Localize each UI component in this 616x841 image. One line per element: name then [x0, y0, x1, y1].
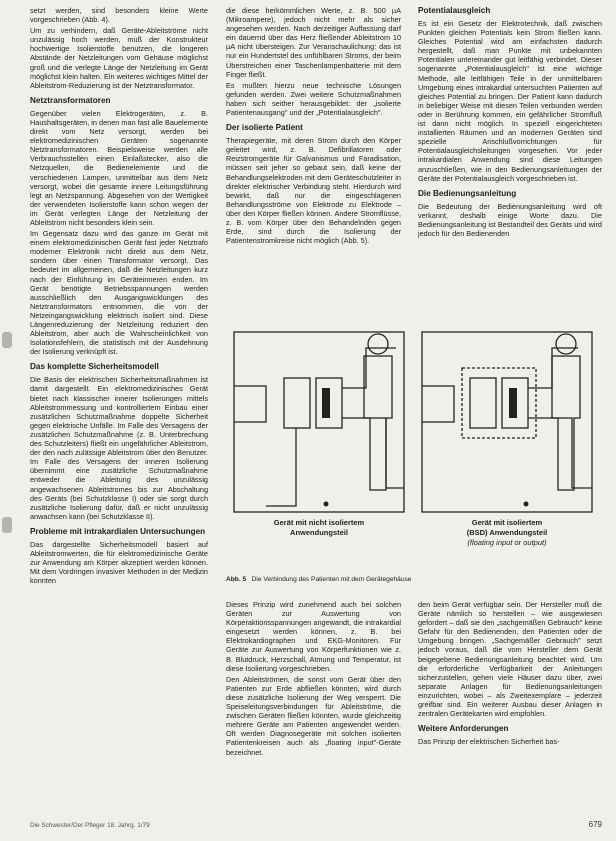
- transformer-left-primary: [284, 378, 310, 428]
- text-column-right-lower: [418, 600, 602, 748]
- page-number: 679: [588, 820, 602, 829]
- figure-label-left: Anwendungsteil: [290, 528, 348, 537]
- device-right-mains: [422, 386, 454, 422]
- caption-number: Abb. 5: [226, 576, 247, 583]
- paragraph: Um zu verhindern, daß Geräte-Ableitströme nicht unzulässig hoch werden, muß der Konstrukteur hochwertige Isolierstoffe benutzen, die longeren Abstände der Netzleitungen vom Gehäuse möglichst groß und die verlegte Länge der Netzleitung im Gerät möglichst klein halten. Ein weiteres wichtiges Mittel der Ableitstrom-Reduzierung ist der Netztransformator.: [30, 26, 208, 90]
- paragraph: Dieses Prinzip wird zunehmend auch bei solchen Geräten zur Auswertung von Körperaktionsspannungen angewandt, die intrakardial eingesetzt werden können, z. B. bei Elektrokardiographen und EKG-Monitoren. Für Geräte zur Auswertung von Körperfunktionen wie z. B. Blutdruck, Herzschall, Atmung und Temperatur, ist diese Isolierung vorgeschrieben.: [226, 600, 401, 673]
- text-column-middle-lower: [226, 600, 401, 759]
- patient-right-head: [556, 334, 576, 354]
- figure-label-right: (floating input or output): [467, 538, 547, 547]
- device-left-wiring: [342, 348, 404, 488]
- paragraph: den beim Gerät verfügbar sein. Der Hersteller muß die Geräte nämlich so herstellen – wie ausgewiesen gefordert – daß sie den „sachgemäßen Gebrauch" keine Gefahr für den Bedienenden, den Patienten oder die Umgebung bringen. „Sachgemäßer Gebrauch" setzt jedoch voraus, daß die vom Hersteller dem Gerät beigegebene Bedienungsanleitung beachtet wird. Um die erforderliche Verfügbarkeit der Anleitungen sicherzustellen, gehen viele Häuser dazu über, zwei separate Anlagen für Bedienungsanleitungen einzurichten, wobei – als Zweitexemplare – jederzeit greifbar sind. Ein weiterer Ausbau dieser Anlagen in zentralen Gerätekarten wird empfohlen.: [418, 600, 602, 719]
- section-heading: Die Bedienungsanleitung: [418, 188, 517, 198]
- transformer-right-primary: [470, 378, 496, 428]
- device-left-mains: [234, 386, 266, 422]
- transformer-left-core: [322, 388, 330, 418]
- paragraph: Die Bedeutung der Bedienungsanleitung wird oft verkannt, deshalb einige Worte dazu. Die Bedienungsanleitung ist Bestandteil des Geräts und wird jedoch für den Bedienenden: [418, 201, 602, 238]
- paragraph: Im Gegensatz dazu wird das ganze im Gerät mit einem elektromedizinischen Gerät fast jeder Netztrafo moderner Elektronik nicht direkt aus dem Netz, sondern über einen Transformator versorgt. Das bedeutet im allgemeinen, daß die Netzleitungen kurz nach der Einführung im Geräteinneren enden. Im Gerät benötigte Betriebsspannungen werden ausschließlich den Ausgangswicklungen des Netztransformators entnommen, die von der Netzeingangswicklung elektrisch isoliert sind. Diese Längenreduzierung der Netzleitung reduziert den Ableitstrom, aber auch die Wahrscheinlichkeit von Isolationsfehlern, die statistisch mit der Ausdehnung der Isolierung verknüpft ist.: [30, 229, 208, 357]
- section-heading: Das komplette Sicherheitsmodell: [30, 362, 159, 372]
- scan-hole-mark: [2, 517, 12, 533]
- paragraph: Es ist ein Gesetz der Elektrotechnik, daß zwischen Punkten gleichen Potentials kein Strom fließen kann. Gleiches Potential wird am einfachsten dadurch hergestellt, daß man Punkte mit unbekannten Potentialen untereinander gut leitfähig verbindet. Dieser sogenannte „Potentialausgleich" ist eine wichtige Methode, alle leitfähigen Teile in der unmittelbaren Umgebung eines intrakardial untersuchten Patienten auf gleiches Potential zu bringen. Der Patient kann dadurch in beliebiger Weise mit diesen Teilen verbunden werden oder in Berührung kommen, ein gefährlicher Stromfluß ist dann nicht möglich. In speziell eingerichteten installierten Räumen und an modernen Geräten sind spezielle Anschlußvorrichtungen für Potentialausgleichsleitungen vorgesehen. Vor jeder intrakardialen Anwendung sind diese Leitungen anzuschließen, wie in den Bedienungsanleitungen der Geräte der Potentialausgleich vorgeschrieben ist.: [418, 19, 602, 183]
- device-right-wiring: [528, 348, 592, 488]
- paragraph: Den Ableitströmen, die sonst vom Gerät über den Patienten zur Erde abfließen könnten, wird durch diese zusätzliche Isolierung der Weg versperrt. Die Speiseleitungsverbindungen für Ableitströme, die zwischen Geräten fließen könnten, wurde gleichzeitig mehrere Geräte am Patienten angewendet werden. Oft werden Diagnosegeräte mit solchen isolierten Patientenkreisen auch als „floating input"-Geräte bezeichnet.: [226, 674, 401, 757]
- device-left-ground: [266, 428, 296, 506]
- paragraph: die diese herkömmlichen Werte, z. B. 500 µA (Mikroampere), jedoch nicht mehr als sicher angesehen werden. Nach derzeitiger Auffassung darf ein dauernd über das Herz fließender Ableitstrom 10 µA nicht übersteigen. Zur Veranschaulichung: das ist nur ein Hundertstel des unfühlbaren Stroms, der beim Überstreichen einer Taschenlampenbatterie mit dem Finger fließt.: [226, 6, 401, 79]
- patient-left-body: [364, 356, 392, 490]
- ground-node-right: [524, 502, 529, 507]
- section-heading: Probleme mit intrakardialen Untersuchungen: [30, 526, 206, 536]
- transformer-right-core: [509, 388, 517, 418]
- text-column-middle: [226, 6, 401, 247]
- figure-label-right: (BSD) Anwendungsteil: [466, 528, 548, 537]
- figure-caption: [226, 576, 602, 584]
- figure-label-right: Gerät mit isoliertem: [471, 518, 543, 527]
- paragraph: Gegenüber vielen Elektrogeräten, z. B. Haushaltsgeräten, in denen man fast alle Bauelemente direkt vom Netz versorgt, werden bei elektromedizinischen Geräten sogenannte Netztransformatoren. Beispielsweise werden alle Verbrauchsstellen einen Einlaßstecker, also die Netzquellen, die Bedienelemente und die verschiedenen Lampen, unmittelbar aus dem Netz versorgt, wobei die gesamte innere Leitungsführung legt an Netzspannung. Abgesehen von der Wertigkeit der verwendeten Isolierstoffe kann schon wegen der im Gerät verlegten Länge der Netzleitung der Ableitstrom nicht besonders klein sein.: [30, 108, 208, 227]
- paragraph: Es mußten hierzu neue technische Lösungen gefunden werden. Zwei weitere Schutzmaßnahmen haben sich seither herausgebildet: der „isolierte Patientenausgang" und der „Potentialausgleich".: [226, 80, 401, 118]
- ground-node-left: [324, 502, 329, 507]
- patient-right-body: [552, 356, 580, 490]
- section-heading: Weitere Anforderungen: [418, 724, 509, 734]
- page-footer: [30, 822, 602, 829]
- section-heading: Netztransformatoren: [30, 95, 111, 105]
- section-heading: Potentialausgleich: [418, 6, 491, 15]
- figure-label-left: Gerät mit nicht isoliertem: [273, 518, 365, 527]
- paragraph: Die Basis der elektrischen Sicherheitsmaßnahmen ist damit dargestellt. Ein elektromedizinisches Gerät bietet nach klassischer innerer Isolierungen mittels Ableitstrommessung und kontrolliertem Einbau einer zusätzlichen Schutzmaßnahme doppelte Sicherheit gegen elektrische Unfälle. Im Falle des Versagens der zusätzlichen Schutzmaßnahme (z. B. Unterbrechung des Schutzleiters) fließt ein ungefährlicher Ableitstrom, der den nach zulässige Ableitstrom über den Benutzer. Im Falle des Versagens der inneren Isolierung übernimmt eine zusätzliche Schutzmaßnahme entweder die Ableitung des unzulässig angewachsenen Ableitstromes bis zur Abschaltung des Geräts (bei Schutzklasse I) oder sie sorgt durch zusätzliche Isolierung dafür, daß er nicht unzulässig anwachsen kann (bei Schutzklasse II).: [30, 375, 208, 521]
- paragraph: Das dargestellte Sicherheitsmodell basiert auf Ableitstromwerten, die für elektromedizinische Geräte zur Anwendung am Körper akzeptiert werden können. Mit dem Vordringen invasiver Methoden in der Medizin konnten: [30, 539, 208, 586]
- journal-name: Die Schwester/Der Pfleger 18. Jahrg. 1/79: [30, 822, 150, 829]
- text-column-left: [30, 6, 208, 587]
- figure-diagram: [226, 318, 602, 588]
- figure-abb5: [226, 318, 602, 588]
- paragraph: Therapiegeräte, mit deren Strom durch den Körper geleitet wird, z. B. Defibrillatoren oder Reizstromgeräte für Galvanismus und Faradisation, müssen seit jeher so gebaut sein, daß keine der Behandlungselektroden mit dem Geräteschutzleiter in direkter elektrischer Verbindung steht. Hierdurch wird bewirkt, daß nur die eingeschlagenen Behandlungsströme von Elektrode zu Elektrode – über den Körper fließen können. Andere Stromflüsse, z. B. vom Körper über den Behandelnden gegen Erde, sind durch die Isolierung der Patientenstromkreise nicht möglich (Abb. 5).: [226, 136, 401, 246]
- paragraph: Das Prinzip der elektrischen Sicherheit bas-: [418, 737, 560, 747]
- paragraph: setzt werden, sind besonders kleine Werte vorgeschrieben (Abb. 4).: [30, 6, 208, 25]
- section-heading: Der isolierte Patient: [226, 123, 303, 133]
- patient-left-head: [368, 334, 388, 354]
- scan-hole-mark: [2, 332, 12, 348]
- text-column-right: [418, 6, 602, 240]
- caption-text: Die Verbindung des Patienten mit dem Gerätegehäuse: [251, 576, 412, 583]
